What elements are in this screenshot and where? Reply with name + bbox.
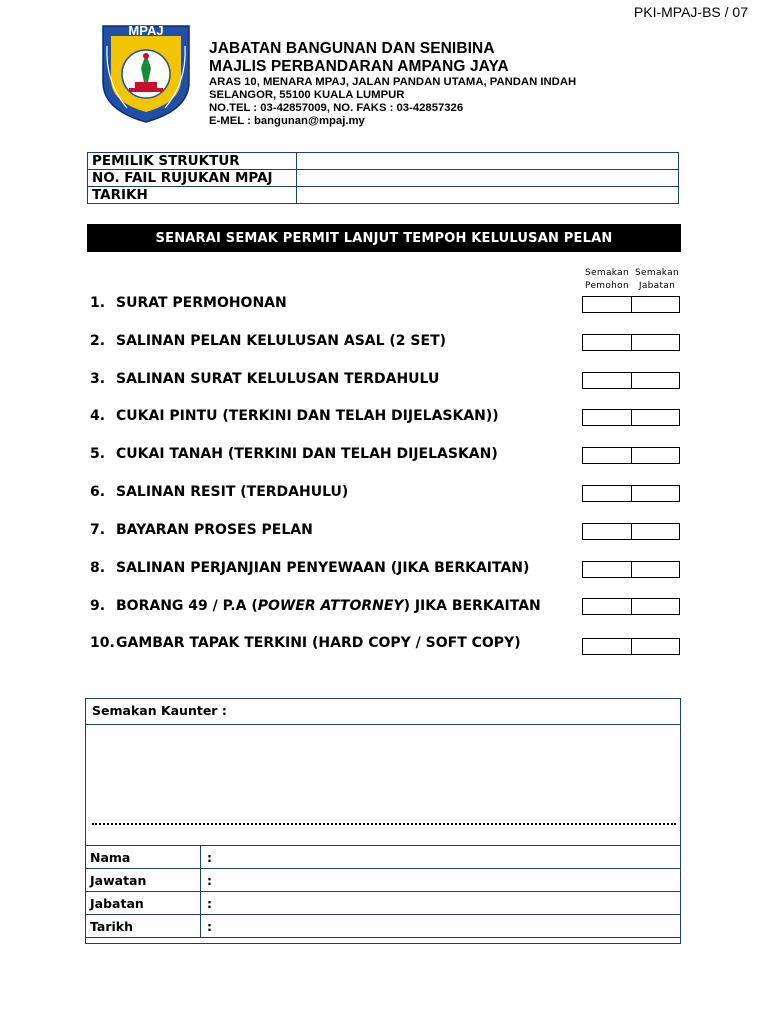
department-label: Jabatan (86, 892, 201, 915)
applicant-checkbox[interactable] (583, 599, 632, 614)
counter-check-section (85, 698, 681, 944)
list-item (90, 598, 541, 614)
item-text-before: BORANG 49 / P.A ( (116, 598, 258, 614)
item-number: 3. (90, 371, 106, 387)
date-label: Tarikh (86, 915, 201, 938)
table-row (88, 187, 679, 204)
table-row (88, 153, 679, 170)
list-item (90, 635, 521, 651)
check-boxes (582, 638, 680, 655)
check-boxes (582, 372, 680, 389)
item-number: 1. (90, 295, 106, 311)
header-line: Jabatan (638, 281, 676, 291)
logo-text: MPAJ (128, 23, 164, 38)
list-item (90, 408, 499, 424)
mpaj-logo (97, 22, 195, 124)
item-number: 9. (90, 598, 106, 614)
item-text: SALINAN PELAN KELULUSAN ASAL (2 SET) (116, 333, 447, 349)
list-item (90, 333, 446, 349)
address-line-1: ARAS 10, MENARA MPAJ, JALAN PANDAN UTAMA, PANDAN INDAH (209, 76, 577, 88)
address-line-2: SELANGOR, 55100 KUALA LUMPUR (209, 89, 405, 101)
applicant-checkbox[interactable] (583, 486, 632, 501)
position-field[interactable]: : (201, 869, 681, 892)
header-line: Semakan (585, 268, 629, 278)
item-number: 5. (90, 446, 106, 462)
position-label: Jawatan (86, 869, 201, 892)
list-item (90, 522, 313, 538)
date-field[interactable]: : (201, 915, 681, 938)
item-text: CUKAI PINTU (TERKINI DAN TELAH DIJELASKAN)) (116, 408, 499, 424)
check-boxes (582, 409, 680, 426)
officer-details-table (85, 845, 681, 938)
applicant-checkbox[interactable] (583, 562, 632, 577)
owner-field[interactable] (297, 153, 679, 170)
applicant-checkbox[interactable] (583, 297, 632, 312)
item-number: 6. (90, 484, 106, 500)
item-text: SALINAN RESIT (TERDAHULU) (116, 484, 349, 500)
owner-label: PEMILIK STRUKTUR (88, 153, 297, 170)
table-row (86, 915, 681, 938)
counter-check-title: Semakan Kaunter : (86, 699, 680, 725)
check-boxes (582, 334, 680, 351)
header-line: Semakan (635, 268, 679, 278)
department-checkbox[interactable] (632, 562, 680, 577)
list-item (90, 560, 529, 576)
applicant-checkbox[interactable] (583, 335, 632, 350)
list-item (90, 446, 498, 462)
department-checkbox[interactable] (632, 448, 680, 463)
file-ref-label: NO. FAIL RUJUKAN MPAJ (88, 170, 297, 187)
item-number: 10. (90, 635, 115, 651)
item-text: SALINAN SURAT KELULUSAN TERDAHULU (116, 371, 440, 387)
item-number: 7. (90, 522, 106, 538)
department-checkbox[interactable] (632, 297, 680, 312)
applicant-checkbox[interactable] (583, 639, 632, 654)
applicant-check-header (582, 267, 632, 293)
item-text: SALINAN PERJANJIAN PENYEWAAN (JIKA BERKAITAN) (116, 560, 530, 576)
item-text: GAMBAR TAPAK TERKINI (HARD COPY / SOFT COPY) (116, 635, 521, 651)
email-line: E-MEL : bangunan@mpaj.my (209, 115, 365, 127)
table-row (86, 892, 681, 915)
item-text: BAYARAN PROSES PELAN (116, 522, 313, 538)
organization-header (209, 40, 576, 128)
check-boxes (582, 447, 680, 464)
file-ref-field[interactable] (297, 170, 679, 187)
list-item (90, 371, 439, 387)
signature-line (92, 823, 676, 825)
date-label: TARIKH (88, 187, 297, 204)
applicant-checkbox[interactable] (583, 448, 632, 463)
department-checkbox[interactable] (632, 335, 680, 350)
item-number: 8. (90, 560, 106, 576)
table-row (86, 846, 681, 869)
check-boxes (582, 485, 680, 502)
header-line: Pemohon (585, 281, 629, 291)
item-number: 2. (90, 333, 106, 349)
department-checkbox[interactable] (632, 599, 680, 614)
item-text: SURAT PERMOHONAN (116, 295, 287, 311)
check-boxes (582, 296, 680, 313)
department-field[interactable]: : (201, 892, 681, 915)
date-field[interactable] (297, 187, 679, 204)
council-name: MAJLIS PERBANDARAN AMPANG JAYA (209, 58, 509, 75)
checklist-title: SENARAI SEMAK PERMIT LANJUT TEMPOH KELULUSAN PELAN (87, 224, 681, 252)
check-boxes (582, 561, 680, 578)
list-item (90, 484, 348, 500)
department-checkbox[interactable] (632, 373, 680, 388)
item-text-after: ) JIKA BERKAITAN (403, 598, 541, 614)
item-text: CUKAI TANAH (TERKINI DAN TELAH DIJELASKAN) (116, 446, 498, 462)
check-boxes (582, 523, 680, 540)
department-checkbox[interactable] (632, 639, 680, 654)
item-number: 4. (90, 408, 106, 424)
department-checkbox[interactable] (632, 410, 680, 425)
item-text-italic: POWER ATTORNEY (257, 598, 404, 614)
applicant-checkbox[interactable] (583, 373, 632, 388)
check-boxes (582, 598, 680, 615)
owner-info-table (87, 152, 679, 204)
department-check-header (632, 267, 682, 293)
department-checkbox[interactable] (632, 524, 680, 539)
department-checkbox[interactable] (632, 486, 680, 501)
document-code: PKI-MPAJ-BS / 07 (633, 4, 748, 20)
name-label: Nama (86, 846, 201, 869)
name-field[interactable]: : (201, 846, 681, 869)
applicant-checkbox[interactable] (583, 524, 632, 539)
applicant-checkbox[interactable] (583, 410, 632, 425)
phone-line: NO.TEL : 03-42857009, NO. FAKS : 03-42857326 (209, 102, 464, 114)
table-row (86, 869, 681, 892)
department-name: JABATAN BANGUNAN DAN SENIBINA (209, 40, 495, 57)
table-row (88, 170, 679, 187)
list-item (90, 295, 287, 311)
